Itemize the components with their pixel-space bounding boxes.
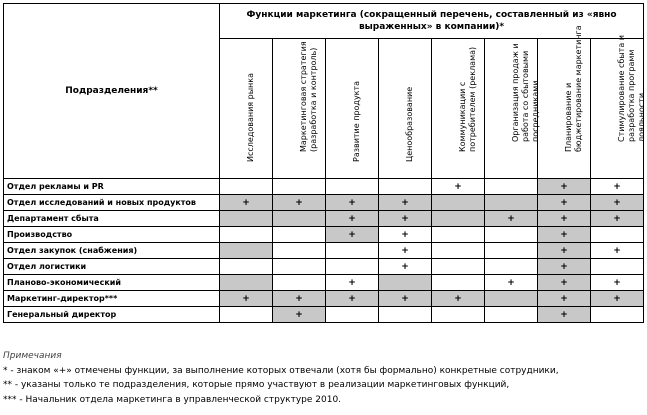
- table-row: [4, 195, 644, 211]
- functions-matrix: [3, 3, 647, 323]
- notes-title: Примечания: [3, 351, 62, 361]
- function-cell: +: [591, 243, 644, 259]
- function-cell: [220, 259, 273, 275]
- column-header-label: Развитие продукта: [352, 80, 361, 162]
- function-cell: [591, 227, 644, 243]
- note-line-2: ** - указаны только те подразделения, которые прямо участвуют в реализации маркетинговых функций,: [3, 380, 510, 390]
- function-cell: +: [485, 211, 538, 227]
- note-line-3: *** - Начальник отдела маркетинга в управленческой структуре 2010.: [3, 394, 342, 405]
- column-header-label: Ценообразование: [405, 86, 414, 162]
- column-header: [485, 39, 538, 179]
- column-header: [326, 39, 379, 179]
- column-header-label: Стимулирование сбыта и разработка программ лояльности: [617, 35, 647, 142]
- function-cell: [220, 179, 273, 195]
- column-header: [220, 39, 273, 179]
- function-cell: +: [379, 195, 432, 211]
- function-cell: +: [538, 259, 591, 275]
- function-cell: [273, 211, 326, 227]
- function-cell: +: [273, 307, 326, 323]
- column-header: [591, 35, 647, 179]
- table-row: [4, 211, 644, 227]
- function-cell: [273, 243, 326, 259]
- function-cell: +: [538, 179, 591, 195]
- function-cell: +: [591, 211, 644, 227]
- function-cell: [485, 243, 538, 259]
- marketing-functions-table: [3, 3, 647, 333]
- column-header-label: Исследования рынка: [246, 72, 255, 162]
- function-cell: [220, 227, 273, 243]
- table-row: [4, 259, 644, 275]
- function-cell: [485, 259, 538, 275]
- department-label: Отдел исследований и новых продуктов: [4, 195, 220, 211]
- function-cell: [485, 179, 538, 195]
- function-cell: +: [379, 291, 432, 307]
- function-cell: [273, 179, 326, 195]
- department-label: Планово-экономический: [4, 275, 220, 291]
- function-cell: +: [273, 195, 326, 211]
- function-cell: [432, 227, 485, 243]
- function-cell: +: [591, 179, 644, 195]
- notes-section: [3, 349, 645, 407]
- department-label: Отдел рекламы и PR: [4, 179, 220, 195]
- function-cell: [432, 211, 485, 227]
- function-cell: +: [326, 211, 379, 227]
- function-cell: +: [326, 227, 379, 243]
- function-cell: +: [326, 275, 379, 291]
- function-cell: +: [538, 291, 591, 307]
- function-cell: [485, 291, 538, 307]
- function-cell: [485, 227, 538, 243]
- function-cell: +: [273, 291, 326, 307]
- function-cell: +: [538, 211, 591, 227]
- column-header-label: Планирование и бюджетирование маркетинга: [564, 25, 583, 152]
- table-row: [4, 179, 644, 195]
- function-cell: +: [538, 243, 591, 259]
- function-cell: [432, 275, 485, 291]
- column-header: [379, 39, 432, 179]
- function-cell: +: [538, 307, 591, 323]
- function-cell: [220, 211, 273, 227]
- table-row: [4, 291, 644, 307]
- function-cell: +: [591, 291, 644, 307]
- function-cell: [326, 243, 379, 259]
- function-cell: [591, 307, 644, 323]
- function-cell: [379, 179, 432, 195]
- function-cell: [273, 259, 326, 275]
- function-cell: +: [379, 243, 432, 259]
- function-cell: [432, 243, 485, 259]
- function-cell: [432, 259, 485, 275]
- department-label: Генеральный директор: [4, 307, 220, 323]
- function-cell: [379, 307, 432, 323]
- column-header: [538, 25, 591, 179]
- column-header-label: Организация продаж и работа со сбытовыми посредниками: [511, 43, 540, 142]
- column-header-label: Маркетинговая стратегия (разработка и контроль): [299, 41, 318, 152]
- function-cell: [273, 227, 326, 243]
- function-cell: [220, 307, 273, 323]
- function-cell: [432, 307, 485, 323]
- department-label: Отдел закупок (снабжения): [4, 243, 220, 259]
- table-row: [4, 227, 644, 243]
- column-header: [273, 39, 326, 179]
- function-cell: +: [220, 195, 273, 211]
- note-line-1: * - знаком «+» отмечены функции, за выполнение которых отвечали (хотя бы формально) конкретные сотрудники,: [3, 365, 559, 376]
- function-cell: [326, 179, 379, 195]
- function-cell: [379, 275, 432, 291]
- function-cell: [432, 195, 485, 211]
- function-cell: +: [538, 195, 591, 211]
- function-cell: [220, 275, 273, 291]
- departments-header: Подразделения**: [4, 4, 220, 179]
- function-cell: +: [591, 275, 644, 291]
- function-cell: [220, 243, 273, 259]
- function-cell: +: [538, 275, 591, 291]
- function-cell: +: [326, 291, 379, 307]
- table-row: [4, 307, 644, 323]
- function-cell: [326, 259, 379, 275]
- function-cell: +: [220, 291, 273, 307]
- functions-group-header: Функции маркетинга (сокращенный перечень, составленный из «явно выраженных» в компании)*: [220, 4, 644, 39]
- function-cell: +: [379, 227, 432, 243]
- function-cell: [485, 307, 538, 323]
- column-header: [432, 39, 485, 179]
- column-header-label: Коммуникации с потребителем (реклама): [458, 46, 477, 152]
- department-label: Отдел логистики: [4, 259, 220, 275]
- function-cell: [591, 259, 644, 275]
- table-row: [4, 275, 644, 291]
- department-label: Департамент сбыта: [4, 211, 220, 227]
- function-cell: [273, 275, 326, 291]
- function-cell: +: [538, 227, 591, 243]
- function-cell: +: [485, 275, 538, 291]
- table-row: [4, 243, 644, 259]
- function-cell: [326, 307, 379, 323]
- function-cell: +: [379, 211, 432, 227]
- function-cell: +: [379, 259, 432, 275]
- function-cell: +: [591, 195, 644, 211]
- function-cell: [485, 195, 538, 211]
- function-cell: +: [326, 195, 379, 211]
- function-cell: +: [432, 179, 485, 195]
- department-label: Маркетинг-директор***: [4, 291, 220, 307]
- department-label: Производство: [4, 227, 220, 243]
- function-cell: +: [432, 291, 485, 307]
